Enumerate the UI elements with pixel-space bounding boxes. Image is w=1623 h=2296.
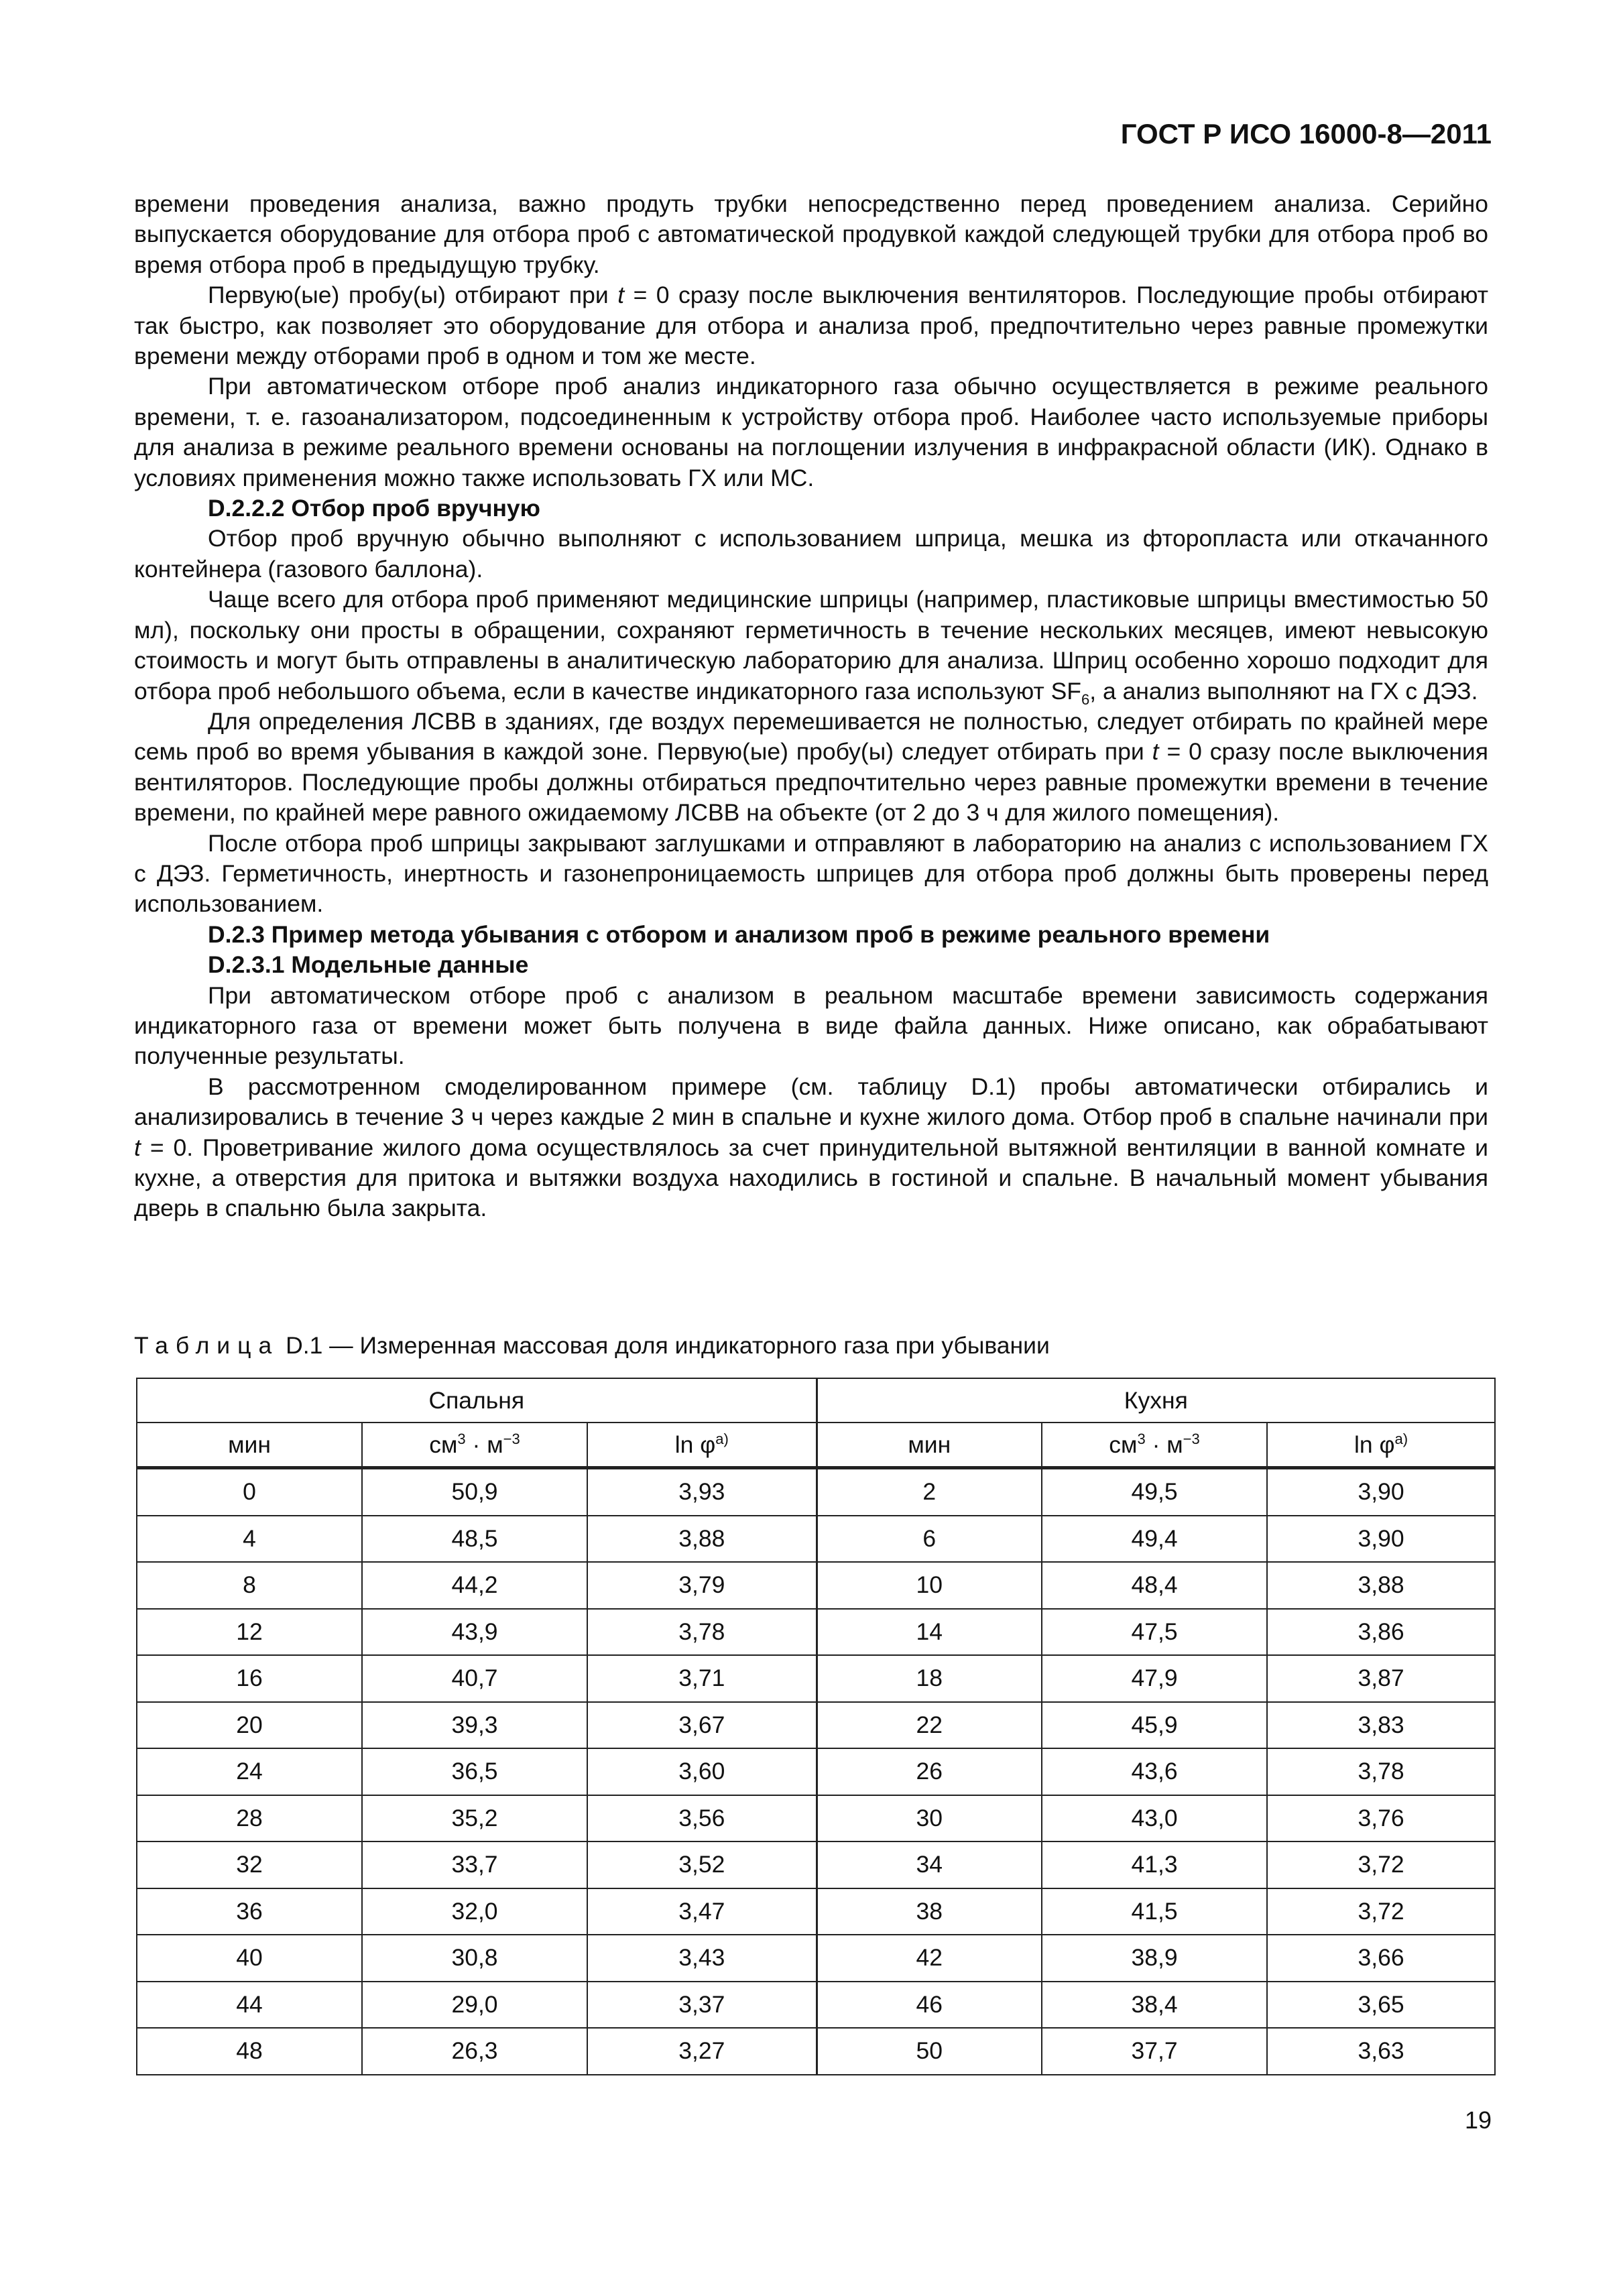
table-cell: 35,2 (362, 1795, 587, 1842)
table-cell: 3,43 (587, 1935, 817, 1982)
table-cell: 32 (137, 1841, 362, 1888)
table-body (137, 1468, 1495, 2075)
group-header-bedroom: Спальня (137, 1378, 817, 1423)
table-cell: 44 (137, 1982, 362, 2029)
table-cell: 36,5 (362, 1748, 587, 1795)
table-row (137, 1748, 1495, 1795)
table-cell: 3,90 (1267, 1516, 1495, 1563)
table-cell: 34 (817, 1841, 1042, 1888)
table-cell: 2 (817, 1468, 1042, 1516)
table-row (137, 1562, 1495, 1609)
table-cell: 37,7 (1042, 2028, 1267, 2075)
table-cell: 32,0 (362, 1888, 587, 1935)
column-header-ln: $\ln \varphi^{a)}$ (587, 1423, 817, 1468)
table-cell: 3,71 (587, 1655, 817, 1702)
table-cell: 3,78 (587, 1609, 817, 1656)
table-cell: 48,4 (1042, 1562, 1267, 1609)
table-cell: 12 (137, 1609, 362, 1656)
paragraph: Для определения ЛСВВ в зданиях, где воздух перемешивается не полностью, следует отбирать по крайней мере семь проб во время убывания в каждой зоне. Первую(ые) пробу(ы) следует отбирать при t = 0 сразу после выключения вентиляторов. Последующие пробы должны отбираться предпочтительно через равные промежутки времени в течение времени, по крайней мере равного ожидаемому ЛСВВ на объекте (от 2 до 3 ч для жилого помещения). (134, 707, 1488, 827)
column-header-concentration: $см^3 \cdot м^{-3}$ (362, 1423, 587, 1468)
table-cell: 3,86 (1267, 1609, 1495, 1656)
paragraph: При автоматическом отборе проб анализ индикаторного газа обычно осуществляется в режиме реального времени, т. е. газоанализатором, подсоединенным к устройству отбора проб. Наиболее часто используемые приборы для анализа в режиме реального времени основаны на поглощении излучения в инфракрасной области (ИК). Однако в условиях применения можно также использовать ГХ или МС. (134, 373, 1488, 491)
table-cell: 3,79 (587, 1562, 817, 1609)
page-number: 19 (1464, 2106, 1492, 2134)
table-cell: 38 (817, 1888, 1042, 1935)
table-cell: 3,67 (587, 1702, 817, 1749)
table-cell: 43,0 (1042, 1795, 1267, 1842)
table-cell: 28 (137, 1795, 362, 1842)
table-cell: 3,93 (587, 1468, 817, 1516)
table-cell: 47,9 (1042, 1655, 1267, 1702)
paragraph: В рассмотренном смоделированном примере (см. таблицу D.1) пробы автоматически отбирались и анализировались в течение 3 ч через каждые 2 мин в спальне и кухне жилого дома. Отбор проб в спальне начинали при t = 0. Проветривание жилого дома осуществлялось за счет принудительной вытяжной вентиляции в ванной комнате и кухне, а отверстия для притока и вытяжки воздуха находились в гостиной и спальне. В начальный момент убывания дверь в спальню была закрыта. (134, 1073, 1488, 1222)
table-cell: 29,0 (362, 1982, 587, 2029)
table-cell: 3,76 (1267, 1795, 1495, 1842)
table-cell: 49,4 (1042, 1516, 1267, 1563)
table-cell: 38,4 (1042, 1982, 1267, 2029)
table-cell: 42 (817, 1935, 1042, 1982)
table-cell: 43,6 (1042, 1748, 1267, 1795)
table-cell: 3,88 (587, 1516, 817, 1563)
table-row (137, 1982, 1495, 2029)
table-cell: 49,5 (1042, 1468, 1267, 1516)
table-cell: 38,9 (1042, 1935, 1267, 1982)
table-cell: 3,63 (1267, 2028, 1495, 2075)
table-cell: 3,56 (587, 1795, 817, 1842)
table-cell: 3,72 (1267, 1841, 1495, 1888)
table-row (137, 1468, 1495, 1516)
table-cell: 22 (817, 1702, 1042, 1749)
table-cell: 41,5 (1042, 1888, 1267, 1935)
column-header-ln: $\ln \varphi^{a)}$ (1267, 1423, 1495, 1468)
table-row (137, 1702, 1495, 1749)
table-cell: 30 (817, 1795, 1042, 1842)
paragraph: После отбора проб шприцы закрывают заглушками и отправляют в лабораторию на анализ с использованием ГХ с ДЭЗ. Герметичность, инертность и газонепроницаемость шприцев для отбора проб должны быть проверены перед использованием. (134, 829, 1488, 918)
table-cell: 3,83 (1267, 1702, 1495, 1749)
table-cell: 14 (817, 1609, 1042, 1656)
table-caption-text: D.1 — Измеренная массовая доля индикаторного газа при убывании (279, 1332, 1050, 1359)
table-cell: 3,52 (587, 1841, 817, 1888)
table-row (137, 2028, 1495, 2075)
table-cell: 26,3 (362, 2028, 587, 2075)
table-cell: 20 (137, 1702, 362, 1749)
table-cell: 3,90 (1267, 1468, 1495, 1516)
paragraph: Отбор проб вручную обычно выполняют с использованием шприца, мешка из фторопласта или откачанного контейнера (газового баллона). (134, 525, 1488, 583)
table-cell: 6 (817, 1516, 1042, 1563)
table-cell: 39,3 (362, 1702, 587, 1749)
table-cell: 3,87 (1267, 1655, 1495, 1702)
table-cell: 3,66 (1267, 1935, 1495, 1982)
table-cell: 3,72 (1267, 1888, 1495, 1935)
table-caption-label: Таблица (134, 1332, 280, 1359)
paragraph: Чаще всего для отбора проб применяют медицинские шприцы (например, пластиковые шприцы вместимостью 50 мл), поскольку они просты в обращении, сохраняют герметичность в течение нескольких месяцев, имеют невысокую стоимость и могут быть отправлены в аналитическую лабораторию для анализа. Шприц особенно хорошо подходит для отбора проб небольшого объема, если в качестве индикаторного газа используют $SF_6$, а анализ выполняют на ГХ с ДЭЗ. (134, 586, 1488, 708)
table-cell: 45,9 (1042, 1702, 1267, 1749)
section-heading-d23: D.2.3 Пример метода убывания с отбором и анализом проб в режиме реального времени (208, 920, 1270, 948)
table-cell: 41,3 (1042, 1841, 1267, 1888)
paragraph: Первую(ые) пробу(ы) отбирают при t = 0 сразу после выключения вентиляторов. Последующие пробы отбирают так быстро, как позволяет это оборудование для отбора и анализа проб, предпочтительно через равные промежутки времени между отборами проб в одном и том же месте. (134, 282, 1488, 370)
table-cell: 24 (137, 1748, 362, 1795)
column-header-min: мин (137, 1423, 362, 1468)
table-cell: 0 (137, 1468, 362, 1516)
section-heading-d231: D.2.3.1 Модельные данные (208, 951, 529, 979)
table-cell: 50 (817, 2028, 1042, 2075)
table-cell: 3,78 (1267, 1748, 1495, 1795)
table-cell: 4 (137, 1516, 362, 1563)
table-cell: 10 (817, 1562, 1042, 1609)
document-code-header: ГОСТ Р ИСО 16000-8—2011 (1120, 118, 1492, 149)
table-row (137, 1935, 1495, 1982)
table-cell: 26 (817, 1748, 1042, 1795)
table-cell: 16 (137, 1655, 362, 1702)
table-row (137, 1795, 1495, 1842)
table-cell: 3,27 (587, 2028, 817, 2075)
table-cell: 43,9 (362, 1609, 587, 1656)
paragraph: При автоматическом отборе проб с анализом в реальном масштабе времени зависимость содержания индикаторного газа от времени может быть получена в виде файла данных. Ниже описано, как обрабатывают полученные результаты. (134, 981, 1488, 1070)
table-cell: 33,7 (362, 1841, 587, 1888)
table-cell: 40,7 (362, 1655, 587, 1702)
table-row (137, 1609, 1495, 1656)
table-row (137, 1655, 1495, 1702)
section-heading-d222: D.2.2.2 Отбор проб вручную (208, 495, 540, 522)
table-cell: 3,37 (587, 1982, 817, 2029)
table-cell: 40 (137, 1935, 362, 1982)
paragraph: времени проведения анализа, важно продуть трубки непосредственно перед проведением анализа. Серийно выпускается оборудование для отбора проб с автоматической продувкой каждой следующей трубки для отбора проб во время отбора проб в предыдущую трубку. (134, 190, 1488, 278)
table-cell: 3,47 (587, 1888, 817, 1935)
table-cell: 46 (817, 1982, 1042, 2029)
table-row (137, 1516, 1495, 1563)
table-cell: 30,8 (362, 1935, 587, 1982)
table-cell: 3,88 (1267, 1562, 1495, 1609)
table-cell: 44,2 (362, 1562, 587, 1609)
table-cell: 8 (137, 1562, 362, 1609)
table-cell: 3,60 (587, 1748, 817, 1795)
column-header-concentration: $см^3 \cdot м^{-3}$ (1042, 1423, 1267, 1468)
table-cell: 3,65 (1267, 1982, 1495, 2029)
data-table (136, 1378, 1496, 2075)
table-row (137, 1841, 1495, 1888)
table-cell: 50,9 (362, 1468, 587, 1516)
body-text (134, 189, 1488, 1224)
table-cell: 36 (137, 1888, 362, 1935)
table-cell: 48,5 (362, 1516, 587, 1563)
table-cell: 18 (817, 1655, 1042, 1702)
column-header-min: мин (817, 1423, 1042, 1468)
group-header-kitchen: Кухня (817, 1378, 1495, 1423)
table-caption (134, 1331, 1050, 1361)
table-row (137, 1888, 1495, 1935)
table-cell: 48 (137, 2028, 362, 2075)
table-cell: 47,5 (1042, 1609, 1267, 1656)
